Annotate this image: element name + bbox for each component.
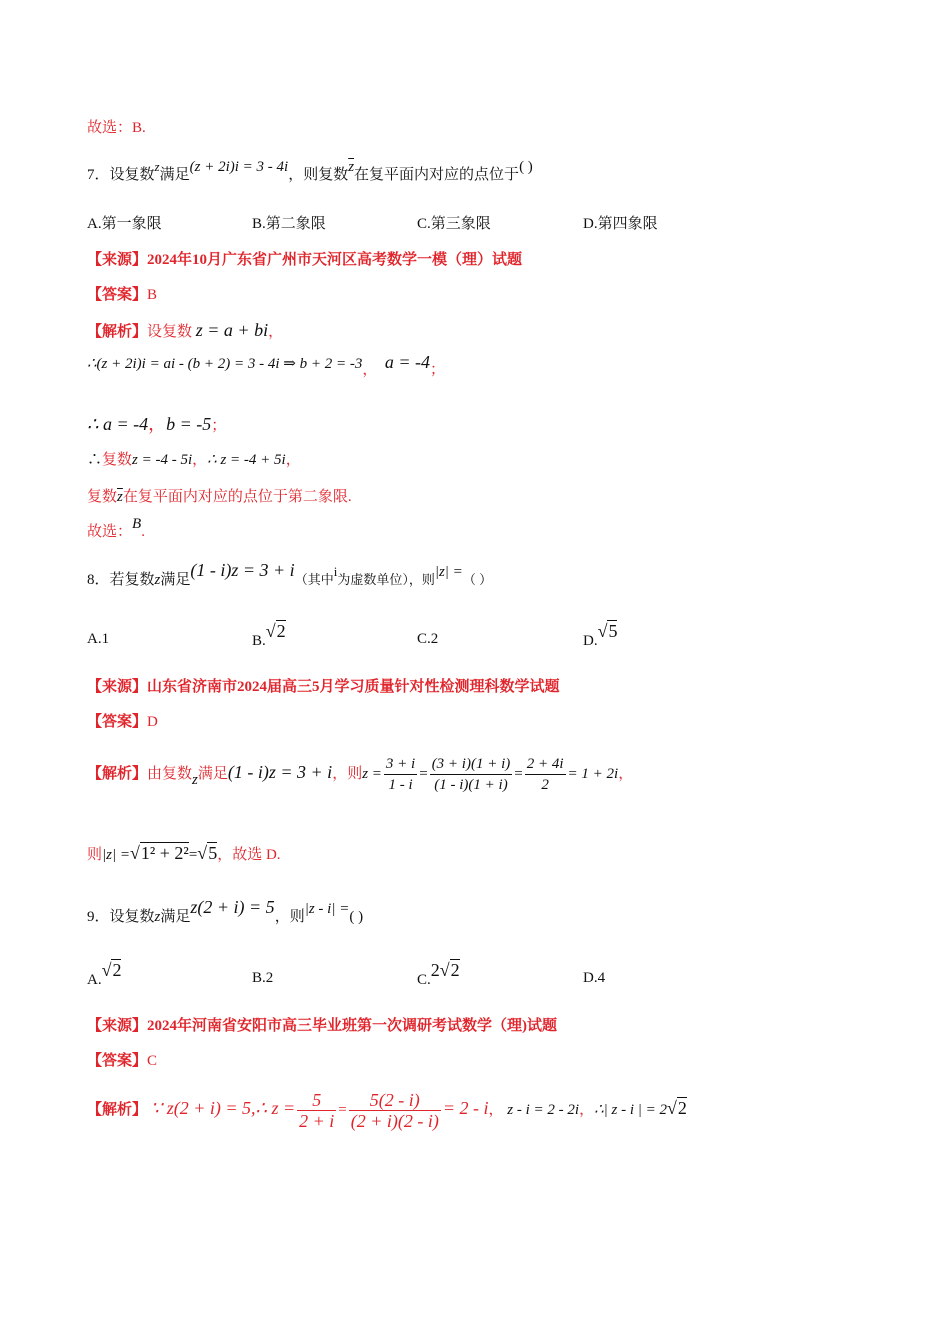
fraction: $\frac{(3 + i)(1 + i)}{(1 - i)(1 + i)}$: [431, 756, 511, 794]
answer-blank: ( ): [349, 909, 364, 925]
option-b: B.2: [252, 970, 274, 986]
option-c: C.第三象限: [417, 216, 491, 232]
fraction: $\frac{5}{2 + i}$: [299, 1090, 335, 1132]
abs-z-minus-i: |z - i| =: [304, 901, 350, 917]
question-number: 9．: [87, 909, 110, 925]
option-d: D.√5: [583, 621, 618, 649]
answer-blank: ( ): [519, 159, 533, 175]
abs-z: |z| =: [434, 564, 463, 580]
question-number: 7．: [87, 167, 110, 183]
question-8-stem: 8．若复数z满足(1 - i)z = 3 + i（其中i为虚数单位），则|z| =（ ）: [87, 560, 493, 588]
equation: (1 - i)z = 3 + i: [190, 560, 295, 580]
source-line: 【来源】山东省济南市2024届高三5月学习质量针对性检测理科数学试题: [87, 679, 560, 695]
source-line: 【来源】2024年河南省安阳市高三毕业班第一次调研考试数学（理)试题: [87, 1018, 558, 1034]
analysis-line-3: ∴ a = -4，b = -5；: [87, 414, 227, 434]
fraction: $\frac{2 + 4i}{2}$: [526, 756, 564, 794]
question-7-stem: 7．设复数z满足(z + 2i)i = 3 - 4i，则复数$\overline{z}$在复平面内对应的点位于( ): [87, 159, 533, 183]
option-c: C.2: [417, 631, 439, 647]
analysis-line-6: 故选：B.: [87, 516, 145, 540]
option-a: A.1: [87, 631, 110, 647]
prev-choice: 故选：B.: [87, 120, 146, 136]
conjugate-z: $\overline{z}$: [348, 159, 355, 175]
option-b: B.√2: [252, 621, 286, 649]
option-c: C.2√2: [417, 960, 460, 988]
equation: z(2 + i) = 5: [190, 897, 275, 917]
option-d: D.4: [583, 970, 606, 986]
option-b: B.第二象限: [252, 216, 326, 232]
fraction: $\frac{3 + i}{1 - i}$: [385, 756, 416, 794]
answer-line: 【答案】B: [87, 287, 158, 303]
analysis-line-4: ∴复数z = -4 - 5i，∴ z = -4 + 5i，: [87, 452, 301, 468]
analysis-line-1: 【解析】由复数z满足(1 - i)z = 3 + i，则z = $\frac{3 + i}{1 - i}$ = $\frac{(3 + i)(1 + i)}{(1 - i)(1 + i)}$ = $\frac{2 + 4i}{2}$ = 1 + 2i，: [87, 756, 634, 794]
option-a: A.第一象限: [87, 216, 162, 232]
equation: (z + 2i)i = 3 - 4i: [189, 159, 289, 175]
answer-blank: （ ）: [462, 572, 493, 587]
option-d: D.第四象限: [583, 216, 658, 232]
source-line: 【来源】2024年10月广东省广州市天河区高考数学一模（理）试题: [87, 252, 523, 268]
question-9-stem: 9．设复数z满足z(2 + i) = 5，则|z - i| =( ): [87, 897, 364, 925]
answer-line: 【答案】C: [87, 1053, 158, 1069]
question-number: 8．: [87, 572, 110, 588]
analysis-line-1: 【解析】 ∵ z(2 + i) = 5,∴ z = $\frac{5}{2 + i}$ = $\frac{5(2 - i)}{(2 + i)(2 - i)}$ = 2 - i， z - i = 2 - 2i，∴| z - i | = 2√2: [87, 1090, 687, 1132]
answer-line: 【答案】D: [87, 714, 158, 730]
analysis-line-2: 则|z| =√1² + 2²=√5，故选 D.: [87, 843, 281, 863]
analysis-line-2: ∴(z + 2i)i = ai - (b + 2) = 3 - 4i ⇒ b + 2 = -3， a = -4；: [87, 352, 445, 378]
option-a: A.√2: [87, 960, 122, 988]
analysis-line-5: 复数$\overline{z}$在复平面内对应的点位于第二象限.: [87, 489, 352, 505]
analysis-line-1: 【解析】设复数 z = a + bi，: [87, 320, 284, 340]
fraction: $\frac{5(2 - i)}{(2 + i)(2 - i)}$: [350, 1090, 439, 1132]
